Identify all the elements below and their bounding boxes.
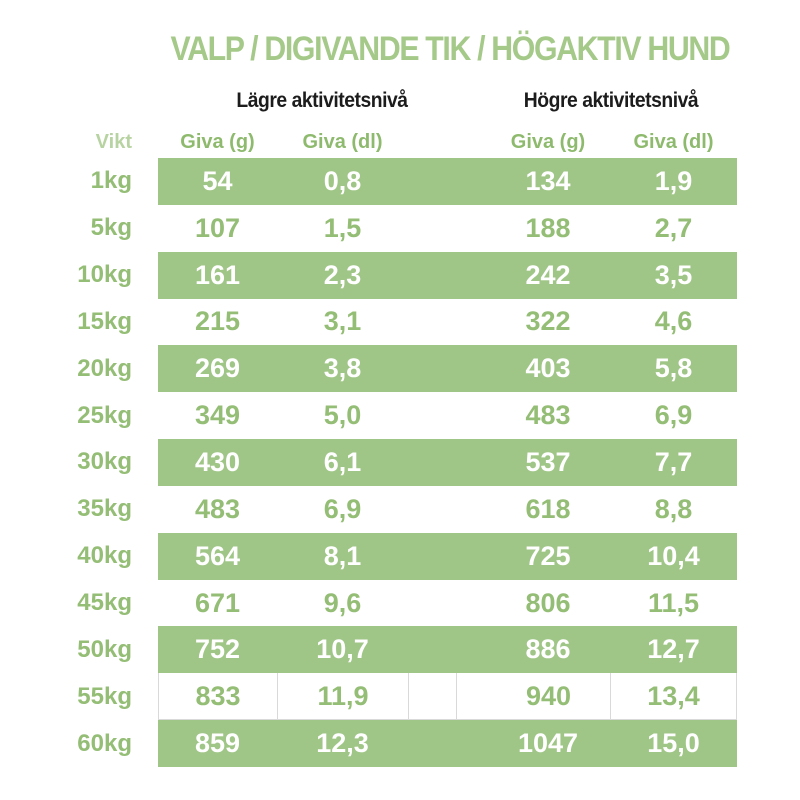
value-cell-higher-dl: 13,4: [610, 673, 737, 720]
group-header-higher-activity-text: Högre aktivitetsnivå: [523, 89, 699, 112]
group-header-lower-activity-text: Lägre aktivitetsnivå: [236, 89, 408, 112]
value-cell-lower-grams: 483: [194, 493, 241, 524]
value-cell-higher-grams: 618: [525, 493, 571, 524]
value-cell-lower-grams: 215: [194, 306, 241, 337]
weight-cell: 1kg: [0, 158, 158, 205]
weight-cell: 15kg: [0, 299, 158, 346]
table-row-1kg: [0, 158, 737, 205]
weight-cell: 35kg: [0, 486, 158, 533]
spacer-cell: [408, 392, 456, 439]
value-cell-higher-grams: 242: [456, 252, 610, 299]
value-cell-lower-grams: 671: [194, 587, 241, 618]
table-row-55kg: [0, 673, 737, 720]
page-title: [100, 30, 800, 69]
value-cell-lower-dl: 2,3: [277, 252, 408, 299]
value-cell-higher-grams: 483: [525, 400, 571, 431]
column-header-lower-dl: Giva (dl): [302, 131, 383, 153]
spacer-cell: [408, 533, 456, 580]
spacer-cell: [408, 158, 456, 205]
column-header-weight: Vikt: [95, 131, 132, 153]
value-cell-lower-grams: 430: [158, 439, 277, 486]
table-row-35kg: [0, 486, 737, 533]
weight-cell: 40kg: [0, 533, 158, 580]
value-cell-lower-grams: 54: [158, 158, 277, 205]
page-title-text: VALP / DIGIVANDE TIK / HÖGAKTIV HUND: [170, 30, 730, 68]
table-row-10kg: [0, 252, 737, 299]
value-cell-higher-dl: 4,6: [654, 306, 693, 337]
value-cell-lower-grams: 161: [158, 252, 277, 299]
spacer-cell: [408, 299, 456, 346]
spacer-cell: [408, 720, 456, 767]
spacer-cell: [408, 486, 456, 533]
weight-cell: 10kg: [0, 252, 158, 299]
value-cell-higher-dl: 11,5: [647, 587, 700, 618]
value-cell-lower-dl: 10,7: [277, 626, 408, 673]
value-cell-higher-grams: 940: [456, 673, 610, 720]
column-header-lower-grams: Giva (g): [180, 131, 255, 153]
table-row-30kg: [0, 439, 737, 486]
table-row-60kg: [0, 720, 737, 767]
value-cell-lower-grams: 752: [158, 626, 277, 673]
weight-cell: 5kg: [0, 205, 158, 252]
spacer-cell: [408, 673, 456, 720]
spacer-cell: [408, 580, 456, 627]
table-row-50kg: [0, 626, 737, 673]
value-cell-lower-grams: 107: [194, 212, 241, 243]
value-cell-lower-grams: 269: [158, 345, 277, 392]
column-header-higher-dl: Giva (dl): [633, 131, 714, 153]
weight-cell: 20kg: [0, 345, 158, 392]
value-cell-higher-grams: 725: [456, 533, 610, 580]
group-header-higher-activity: [516, 89, 706, 113]
value-cell-higher-dl: 5,8: [610, 345, 737, 392]
value-cell-higher-grams: 1047: [456, 720, 610, 767]
spacer-cell: [408, 626, 456, 673]
value-cell-higher-dl: 10,4: [610, 533, 737, 580]
value-cell-lower-grams: 833: [158, 673, 277, 720]
table-row-5kg: [0, 205, 737, 252]
group-header-lower-activity: [229, 89, 415, 113]
value-cell-higher-grams: 886: [456, 626, 610, 673]
table-row-40kg: [0, 533, 737, 580]
value-cell-lower-dl: 3,8: [277, 345, 408, 392]
value-cell-lower-grams: 859: [158, 720, 277, 767]
weight-cell: 60kg: [0, 720, 158, 767]
value-cell-higher-dl: 6,9: [654, 400, 693, 431]
value-cell-higher-dl: 2,7: [654, 212, 693, 243]
value-cell-lower-dl: 0,8: [277, 158, 408, 205]
value-cell-higher-grams: 403: [456, 345, 610, 392]
column-header-row: [0, 124, 737, 158]
spacer-cell: [408, 205, 456, 252]
value-cell-higher-grams: 134: [456, 158, 610, 205]
weight-cell: 25kg: [0, 392, 158, 439]
feeding-table-body: [0, 158, 737, 767]
value-cell-higher-grams: 806: [525, 587, 571, 618]
weight-cell: 30kg: [0, 439, 158, 486]
value-cell-lower-grams: 349: [194, 400, 241, 431]
value-cell-lower-dl: 5,0: [323, 400, 362, 431]
value-cell-higher-dl: 15,0: [610, 720, 737, 767]
value-cell-higher-dl: 1,9: [610, 158, 737, 205]
column-header-higher-grams: Giva (g): [510, 131, 586, 153]
value-cell-lower-dl: 6,1: [277, 439, 408, 486]
value-cell-higher-grams: 537: [456, 439, 610, 486]
value-cell-lower-dl: 3,1: [323, 306, 362, 337]
value-cell-lower-dl: 11,9: [277, 673, 408, 720]
value-cell-lower-dl: 8,1: [277, 533, 408, 580]
table-row-25kg: [0, 392, 737, 439]
value-cell-lower-grams: 564: [158, 533, 277, 580]
value-cell-lower-dl: 1,5: [323, 212, 362, 243]
value-cell-higher-dl: 8,8: [654, 493, 693, 524]
spacer-cell: [408, 252, 456, 299]
weight-cell: 55kg: [0, 673, 158, 720]
spacer-cell: [408, 439, 456, 486]
table-row-45kg: [0, 580, 737, 627]
value-cell-higher-dl: 7,7: [610, 439, 737, 486]
value-cell-lower-dl: 12,3: [277, 720, 408, 767]
table-row-15kg: [0, 299, 737, 346]
value-cell-lower-dl: 6,9: [323, 493, 362, 524]
value-cell-lower-dl: 9,6: [323, 587, 362, 618]
value-cell-higher-grams: 188: [525, 212, 571, 243]
weight-cell: 50kg: [0, 626, 158, 673]
table-row-20kg: [0, 345, 737, 392]
value-cell-higher-grams: 322: [525, 306, 571, 337]
spacer-cell: [408, 345, 456, 392]
weight-cell: 45kg: [0, 580, 158, 627]
value-cell-higher-dl: 12,7: [610, 626, 737, 673]
value-cell-higher-dl: 3,5: [610, 252, 737, 299]
